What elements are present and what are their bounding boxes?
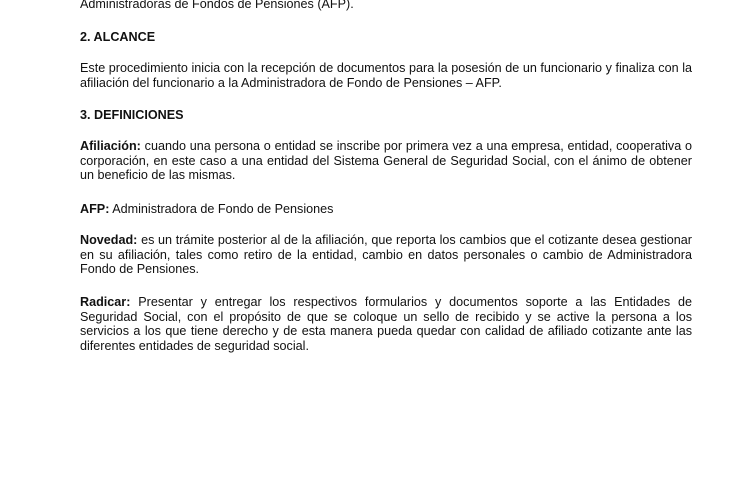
definition-afiliacion: [80, 139, 692, 183]
section-heading-alcance: 2. ALCANCE: [80, 30, 156, 44]
definition-term: AFP:: [80, 202, 110, 216]
definition-term: Afiliación:: [80, 139, 141, 153]
definition-term: Radicar:: [80, 295, 131, 309]
document-page: [80, 0, 692, 500]
definition-term: Novedad:: [80, 233, 138, 247]
definition-text: Presentar y entregar los respectivos formularios y documentos soporte a las Entidades de Seguridad Social, con el propósito de que se coloque un sello de recibido y se active la persona a los servicios a los que tiene derecho y de esta manera pueda quedar con calidad de afiliado cotizante ante las diferentes entidades de seguridad social.: [80, 295, 692, 353]
section-heading-definiciones: 3. DEFINICIONES: [80, 108, 184, 122]
definition-novedad: [80, 233, 692, 277]
definition-radicar: [80, 295, 692, 353]
alcance-paragraph: Este procedimiento inicia con la recepción de documentos para la posesión de un funcionario y finaliza con la afiliación del funcionario a la Administradora de Fondo de Pensiones – AFP.: [80, 61, 692, 90]
definition-text: es un trámite posterior al de la afiliación, que reporta los cambios que el cotizante desea gestionar en su afiliación, tales como retiro de la entidad, cambio en datos personales o cambio de Administradora Fondo de Pensiones.: [80, 233, 692, 276]
definition-text: cuando una persona o entidad se inscribe por primera vez a una empresa, entidad, cooperativa o corporación, en este caso a una entidad del Sistema General de Seguridad Social, con el ánimo de obtener un beneficio de las mismas.: [80, 139, 692, 182]
previous-section-fragment: Administradoras de Fondos de Pensiones (AFP).: [80, 0, 354, 11]
definition-text: Administradora de Fondo de Pensiones: [109, 202, 334, 216]
definition-afp: [80, 202, 692, 217]
